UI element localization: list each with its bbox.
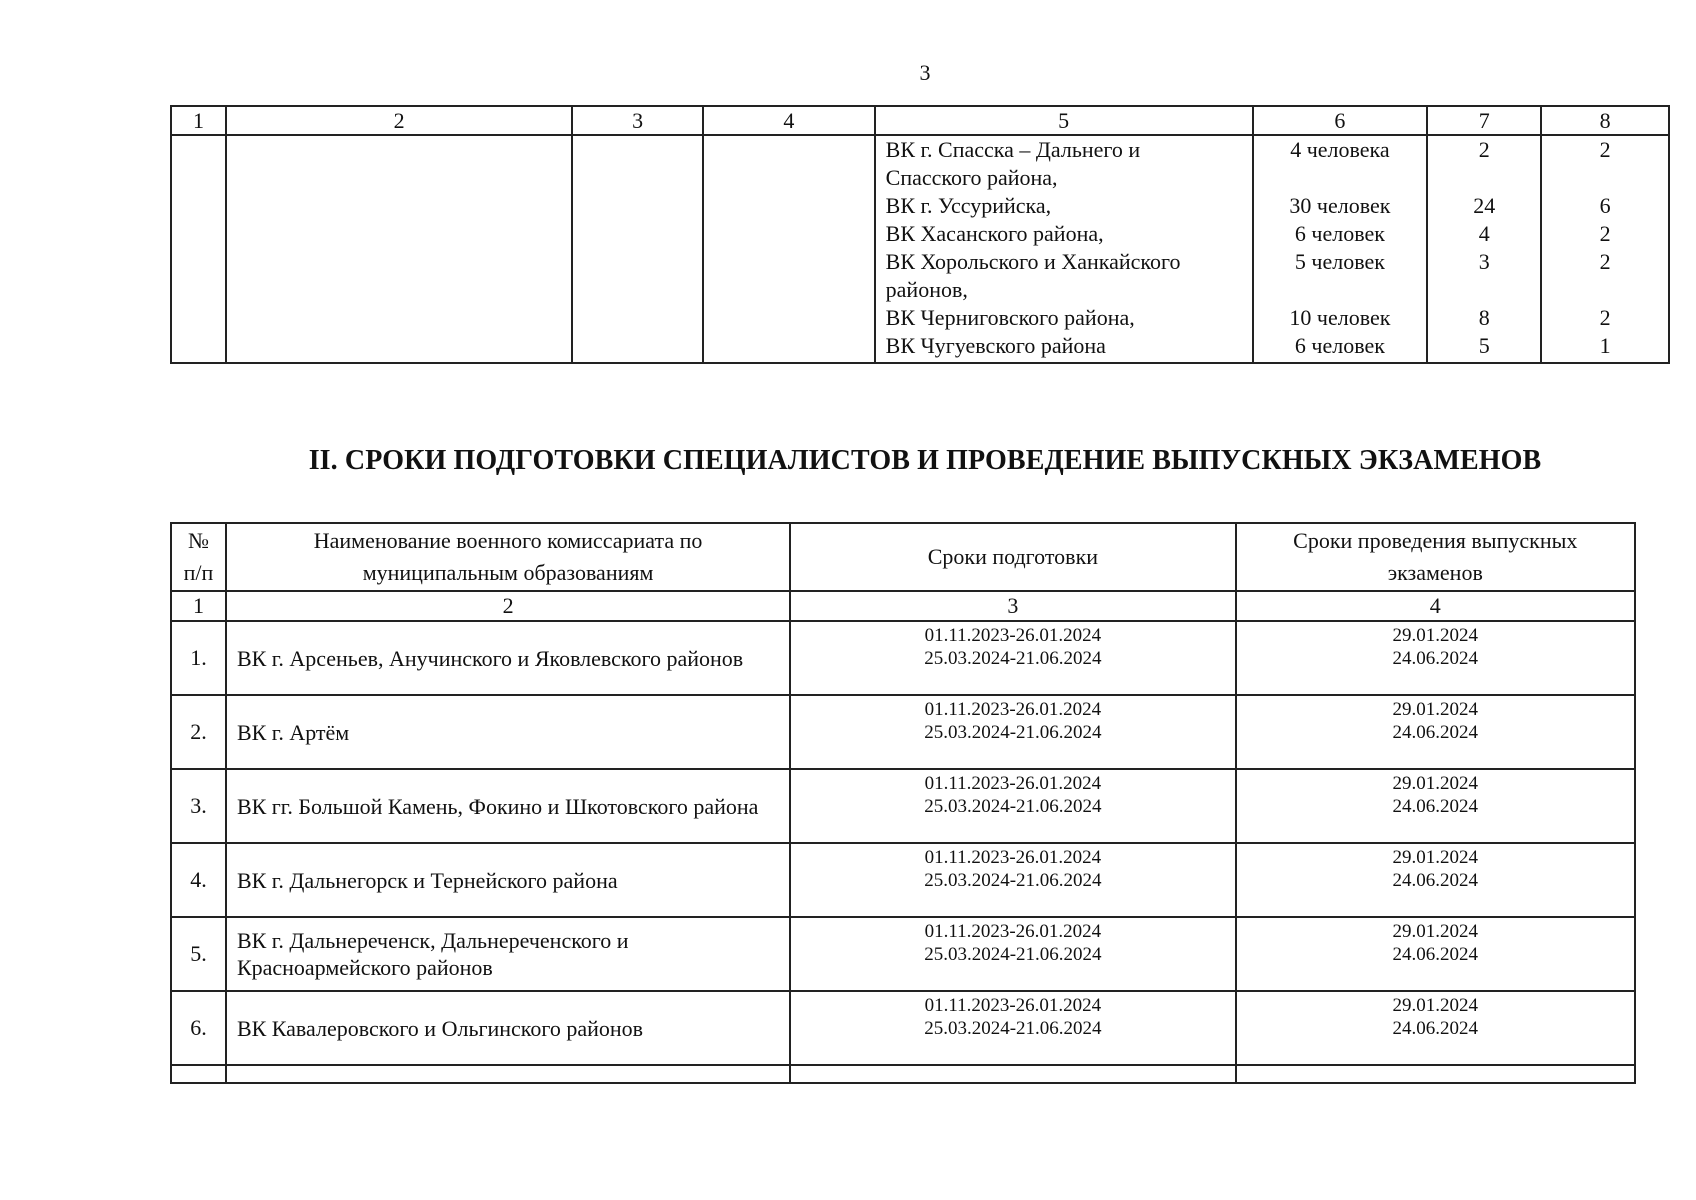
table-row <box>171 843 1635 917</box>
commissariat-list-cell <box>875 135 1253 363</box>
row-number: 3. <box>171 769 226 843</box>
col7-value: 3 <box>1478 249 1490 274</box>
commissariat-line: ВК г. Спасска – Дальнего и <box>885 137 1141 162</box>
commissariat-line: Спасского района, <box>885 165 1058 190</box>
commissariat-line: ВК Хасанского района, <box>885 221 1104 246</box>
header-exams: Сроки проведения выпускных экзаменов <box>1236 523 1635 591</box>
commissariat-name: ВК Кавалеровского и Ольгинского районов <box>226 991 790 1065</box>
empty-cell <box>703 135 875 363</box>
header-number: № п/п <box>171 523 226 591</box>
column-number: 3 <box>572 106 703 135</box>
exam-dates: 29.01.2024 24.06.2024 <box>1236 769 1635 843</box>
row-number: 4. <box>171 843 226 917</box>
commissariat-name: ВК г. Артём <box>226 695 790 769</box>
exam-dates: 29.01.2024 24.06.2024 <box>1236 621 1635 695</box>
training-period: 01.11.2023-26.01.2024 25.03.2024-21.06.2024 <box>790 917 1235 991</box>
col8-value: 2 <box>1599 249 1611 274</box>
commissariat-name: ВК г. Дальнегорск и Тернейского района <box>226 843 790 917</box>
continuation-table <box>170 105 1670 364</box>
exam-dates: 29.01.2024 24.06.2024 <box>1236 843 1635 917</box>
people-count: 6 человек <box>1294 333 1385 358</box>
people-count: 6 человек <box>1294 221 1385 246</box>
column-number: 8 <box>1541 106 1669 135</box>
exam-dates: 29.01.2024 24.06.2024 <box>1236 991 1635 1065</box>
training-period: 01.11.2023-26.01.2024 25.03.2024-21.06.2024 <box>790 843 1235 917</box>
col7-value: 4 <box>1478 221 1490 246</box>
header-name: Наименование военного комиссариата по муниципальным образованиям <box>226 523 790 591</box>
trailing-empty-row <box>171 1065 1635 1083</box>
empty-cell <box>1236 1065 1635 1083</box>
column-number: 7 <box>1427 106 1541 135</box>
commissariat-line: районов, <box>885 277 968 302</box>
table-row <box>171 917 1635 991</box>
training-period: 01.11.2023-26.01.2024 25.03.2024-21.06.2024 <box>790 991 1235 1065</box>
empty-cell <box>171 135 226 363</box>
commissariat-name: ВК гг. Большой Камень, Фокино и Шкотовского района <box>226 769 790 843</box>
col8-value: 2 <box>1599 137 1611 162</box>
empty-cell <box>572 135 703 363</box>
col7-value: 2 <box>1478 137 1490 162</box>
training-period: 01.11.2023-26.01.2024 25.03.2024-21.06.2024 <box>790 621 1235 695</box>
column-number: 3 <box>790 591 1235 621</box>
column-number: 6 <box>1253 106 1428 135</box>
people-count <box>1254 164 1427 192</box>
empty-cell <box>171 1065 226 1083</box>
col7-value <box>1428 276 1540 304</box>
table-row <box>171 621 1635 695</box>
column-number: 1 <box>171 106 226 135</box>
col8-value: 6 <box>1599 193 1611 218</box>
col8-cell <box>1541 135 1669 363</box>
empty-cell <box>790 1065 1235 1083</box>
commissariat-line: ВК Чугуевского района <box>885 333 1106 358</box>
people-count: 5 человек <box>1294 249 1385 274</box>
schedule-table <box>170 522 1636 1084</box>
commissariat-line: ВК Хорольского и Ханкайского <box>885 249 1181 274</box>
table-row <box>171 991 1635 1065</box>
row-number: 1. <box>171 621 226 695</box>
col7-value: 8 <box>1478 305 1490 330</box>
row-number: 2. <box>171 695 226 769</box>
table-row <box>171 695 1635 769</box>
exam-dates: 29.01.2024 24.06.2024 <box>1236 917 1635 991</box>
section-title: II. СРОКИ ПОДГОТОВКИ СПЕЦИАЛИСТОВ И ПРОВЕДЕНИЕ ВЫПУСКНЫХ ЭКЗАМЕНОВ <box>308 445 1542 476</box>
commissariat-line: ВК г. Уссурийска, <box>885 193 1052 218</box>
people-count-cell <box>1253 135 1428 363</box>
col8-value <box>1542 276 1668 304</box>
people-count: 10 человек <box>1289 305 1391 330</box>
training-period: 01.11.2023-26.01.2024 25.03.2024-21.06.2024 <box>790 695 1235 769</box>
commissariat-name: ВК г. Арсеньев, Анучинского и Яковлевского районов <box>226 621 790 695</box>
column-number: 4 <box>1236 591 1635 621</box>
commissariat-name: ВК г. Дальнереченск, Дальнереченского и Красноармейского районов <box>226 917 790 991</box>
column-number: 4 <box>703 106 875 135</box>
col7-value: 24 <box>1473 193 1496 218</box>
col8-value: 1 <box>1599 333 1611 358</box>
row-number: 6. <box>171 991 226 1065</box>
empty-cell <box>226 135 572 363</box>
table-row <box>171 135 1669 363</box>
row-number: 5. <box>171 917 226 991</box>
column-number: 1 <box>171 591 226 621</box>
people-count <box>1254 276 1427 304</box>
exam-dates: 29.01.2024 24.06.2024 <box>1236 695 1635 769</box>
col7-cell <box>1427 135 1541 363</box>
col8-value: 2 <box>1599 305 1611 330</box>
page-number: 3 <box>919 60 931 85</box>
column-number: 5 <box>875 106 1253 135</box>
col7-value <box>1428 164 1540 192</box>
column-number: 2 <box>226 106 572 135</box>
column-number-row <box>171 591 1635 621</box>
column-number-row <box>171 106 1669 135</box>
people-count: 4 человека <box>1290 137 1390 162</box>
table-row <box>171 769 1635 843</box>
training-period: 01.11.2023-26.01.2024 25.03.2024-21.06.2024 <box>790 769 1235 843</box>
commissariat-line: ВК Черниговского района, <box>885 305 1135 330</box>
header-row <box>171 523 1635 591</box>
col8-value: 2 <box>1599 221 1611 246</box>
col7-value: 5 <box>1478 333 1490 358</box>
column-number: 2 <box>226 591 790 621</box>
col8-value <box>1542 164 1668 192</box>
empty-cell <box>226 1065 790 1083</box>
header-training: Сроки подготовки <box>790 523 1235 591</box>
people-count: 30 человек <box>1289 193 1391 218</box>
